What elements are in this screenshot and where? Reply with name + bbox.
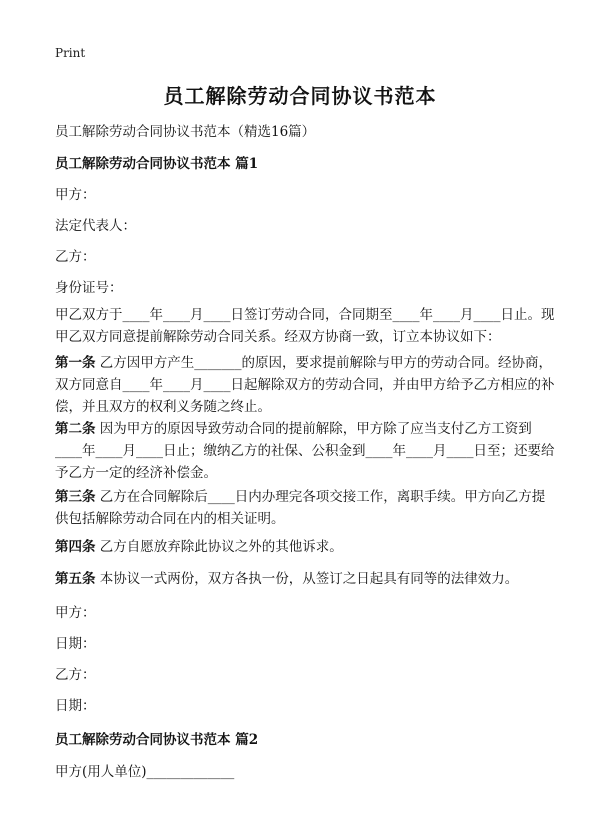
article-2-label: 第二条 (55, 421, 96, 437)
article-5 (55, 568, 555, 590)
article-5-text: 本协议一式两份，双方各执一份，从签订之日起具有同等的法律效力。 (95, 571, 519, 587)
section-2-heading: 员工解除劳动合同协议书范本 篇2 (55, 732, 259, 748)
intro-paragraph: 甲乙双方于____年____月____日签订劳动合同，合同期至____年____月____日止。现甲乙双方同意提前解除劳动合同关系。经双方协商一致，订立本协议如下： (55, 307, 555, 345)
signature-date-b: 日期： (55, 698, 96, 714)
article-5-label: 第五条 (55, 571, 96, 587)
article-4-label: 第四条 (55, 539, 96, 555)
article-3 (55, 486, 555, 530)
article-2 (55, 418, 555, 484)
legal-representative-field: 法定代表人： (55, 218, 136, 234)
signature-date-a: 日期： (55, 636, 96, 652)
article-1-text: 乙方因甲方产生_______的原因，要求提前解除与甲方的劳动合同。经协商，双方同意自____年____月____日起解除双方的劳动合同，并由甲方给予乙方相应的补偿，并且双方的权利义务随之终止。 (55, 355, 555, 415)
article-3-text: 乙方在合同解除后____日内办理完各项交接工作，离职手续。甲方向乙方提供包括解除劳动合同在内的相关证明。 (55, 489, 546, 527)
article-4 (55, 536, 555, 558)
party-b-field: 乙方： (55, 249, 96, 265)
section-1-heading: 员工解除劳动合同协议书范本 篇1 (55, 156, 259, 172)
section-2-employer-field: 甲方(用人单位)_____________ (55, 764, 235, 780)
article-4-text: 乙方自愿放弃除此协议之外的其他诉求。 (95, 539, 343, 555)
document-title: 员工解除劳动合同协议书范本 (163, 84, 437, 108)
print-label[interactable]: Print (55, 46, 86, 60)
article-2-text: 因为甲方的原因导致劳动合同的提前解除，甲方除了应当支付乙方工资到____年____月____日止；缴纳乙方的社保、公积金到____年____月____日至；还要给予乙方一定的经济补偿金。 (55, 421, 555, 481)
signature-party-a: 甲方： (55, 605, 96, 621)
article-3-label: 第三条 (55, 489, 96, 505)
signature-party-b: 乙方： (55, 667, 96, 683)
id-number-field: 身份证号： (55, 280, 123, 296)
article-1 (55, 352, 555, 418)
article-1-label: 第一条 (55, 355, 96, 371)
document-subtitle: 员工解除劳动合同协议书范本（精选16篇） (55, 124, 316, 140)
party-a-field: 甲方： (55, 187, 96, 203)
